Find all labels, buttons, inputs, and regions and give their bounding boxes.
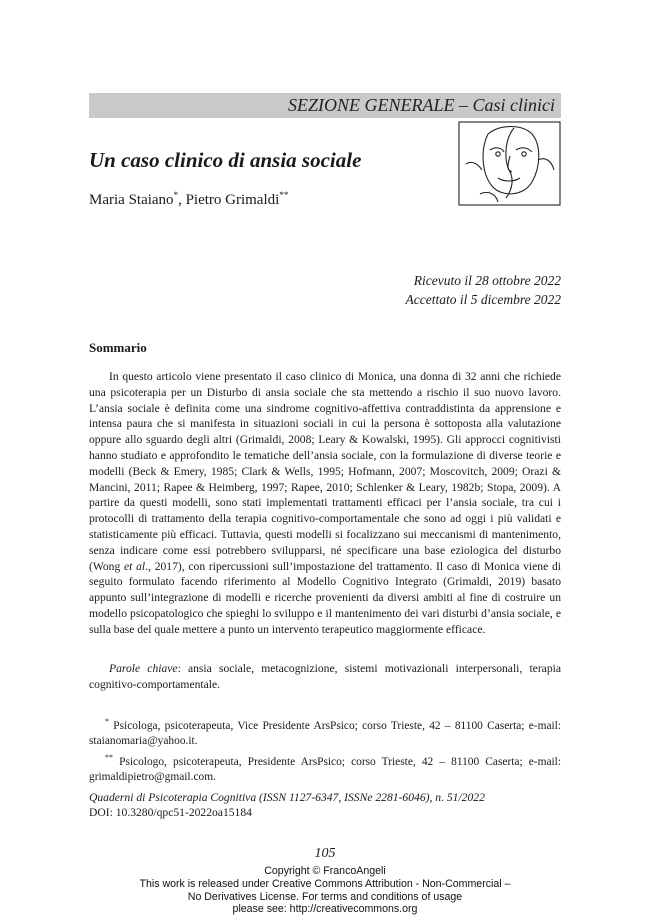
authors-line [89,190,288,209]
author-name: Pietro Grimaldi [185,192,280,208]
footnotes [89,714,561,785]
keywords-paragraph [89,661,561,693]
journal-info [89,790,485,820]
abstract-body-end: ., 2017), con ripercussioni sull’impostazione del trattamento. Il caso di Monica viene di seguito formulato facendo riferimento al Modello Cognitivo Integrato (Grimaldi, 2019) basato appunto sull’integrazione di modelli e ricerche provenienti da diversi ambiti al fine di costruire un modello psicopatologico che spieghi lo sviluppo e il mantenimento dei vari disturbi d’ansia sociale, e sulla base del quale mettere a punto un intervento terapeutico maggiormente efficace. [89,559,561,636]
license-url-line: please see: http://creativecommons.org [232,903,418,916]
copyright-line: Copyright © FrancoAngeli [264,865,386,877]
footnote [89,750,561,786]
footnote-mark: ** [105,752,113,762]
keywords-label: Parole chiave [109,662,178,675]
keywords-text: : ansia sociale, metacognizione, sistemi motivazionali interpersonali, terapia cognitivo-comportamentale. [89,662,561,691]
page-number: 105 [314,846,336,861]
submission-dates [406,271,561,309]
face-drawing-icon [458,120,561,207]
received-date: Ricevuto il 28 ottobre 2022 [413,273,561,288]
author-separator: , [178,192,186,208]
accepted-date: Accettato il 5 dicembre 2022 [405,292,561,307]
section-title: SEZIONE GENERALE – Casi clinici [288,95,555,115]
copyright-notice [0,865,650,916]
license-line: This work is released under Creative Commons Attribution - Non-Commercial – [139,877,511,890]
abstract-body: In questo articolo viene presentato il caso clinico di Monica, una donna di 32 anni che richiede una psicoterapia per un Disturbo di ansia sociale che sta mettendo a rischio il suo nuovo lavoro. L’ansia sociale è definita come una sindrome cognitivo-affettiva contraddistinta da apprensione e intensa paura che si manifesta in situazioni sociali in cui la persona è sottoposta alla valutazione oppure allo sguardo degli altri (Grimaldi, 2008; Leary & Kowalski, 1995). Gli approcci cognitivisti hanno studiato e approfondito le tematiche dell’ansia sociale, con la formulazione di diverse teorie e modelli (Beck & Emery, 1985; Clark & Wells, 1995; Hofmann, 2007; Moscovitch, 2009; Orazi & Mancini, 2011; Rapee & Heimberg, 1997; Rapee, 2010; Schlenker & Leary, 1982b; Stopa, 2009). A partire da questi modelli, sono stati implementati trattamenti efficaci per l’ansia sociale, tra cui i protocolli di trattamento della terapia cognitivo-comportamentale che sono ad oggi i più validati e statisticamente più efficaci. Tuttavia, questi modelli si focalizzano sui meccanismi di mantenimento, senza indicare come essi potrebbero svilupparsi, né specificare una base eziologica del disturbo (Wong [89,370,561,573]
license-line: No Derivatives License. For terms and conditions of usage [187,890,463,903]
footnote-text: Psicologa, psicoterapeuta, Vice Presidente ArsPsico; corso Trieste, 42 – 81100 Caserta; e-mail: staianomaria@yahoo.it. [89,719,561,748]
doi: DOI: 10.3280/qpc51-2022oa15184 [89,806,252,819]
author-footnote-mark: ** [279,190,289,200]
footnote-text: Psicologo, psicoterapeuta, Presidente ArsPsico; corso Trieste, 42 – 81100 Caserta; e-mail: grimaldipietro@gmail.com. [89,755,561,783]
article-title: Un caso clinico di ansia sociale [89,148,362,172]
footnote [89,714,561,750]
abstract-italic: et al [124,559,146,573]
footnote-mark: * [105,717,109,726]
author-name: Maria Staiano [89,192,174,208]
author-footnote-mark: * [173,190,179,200]
abstract-text [89,369,561,638]
journal-citation: Quaderni di Psicoterapia Cognitiva (ISSN 1127-6347, ISSNe 2281-6046), n. 51/2022 [89,791,485,804]
section-header-bar [89,93,561,118]
abstract-heading: Sommario [89,340,147,355]
